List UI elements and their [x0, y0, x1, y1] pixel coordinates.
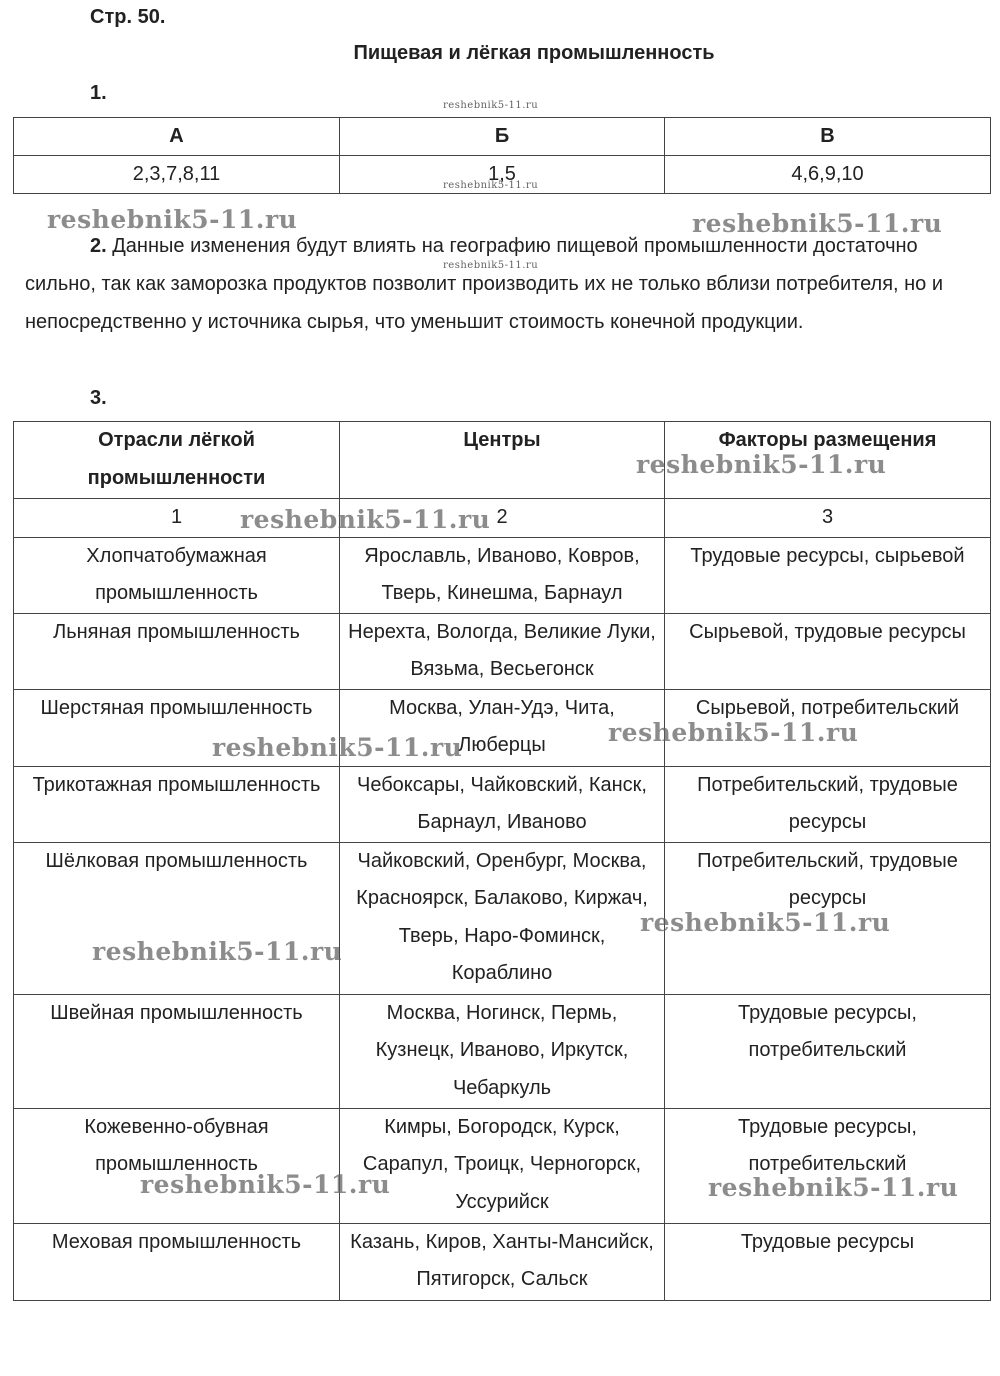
watermark: reshebnik5-11.ru — [608, 718, 859, 747]
factors-cell: Трудовые ресурсы — [665, 1223, 991, 1300]
watermark: reshebnik5-11.ru — [443, 100, 539, 111]
industry-cell: Шёлковая промышленность — [14, 842, 340, 994]
column-header: Б — [340, 118, 665, 156]
centers-cell: Кимры, Богородск, Курск, Сарапул, Троицк, Черногорск, Уссурийск — [340, 1108, 665, 1223]
centers-cell: Москва, Ногинск, Пермь, Кузнецк, Иваново, Иркутск, Чебаркуль — [340, 994, 665, 1108]
page-reference: Стр. 50. — [90, 6, 166, 28]
task-2-text: Данные изменения будут влиять на географию пищевой промышленности достаточно сильно, так как заморозка продуктов позволит производить их не только вблизи потребителя, но и непосредственно у источника сырья, что уменьшит стоимость конечной продукции. — [25, 235, 944, 333]
watermark: reshebnik5-11.ru — [47, 205, 298, 234]
column-header: Факторы размещения — [665, 422, 991, 499]
section-title: Пищевая и лёгкая промышленность — [353, 42, 715, 64]
task-3-table — [13, 421, 991, 1301]
table-cell: 4,6,9,10 — [665, 156, 991, 194]
industry-cell: Трикотажная промышленность — [14, 766, 340, 842]
column-header: Отрасли лёгкой промышленности — [14, 422, 340, 499]
watermark: reshebnik5-11.ru — [692, 209, 943, 238]
watermark: reshebnik5-11.ru — [212, 733, 463, 762]
factors-cell: Трудовые ресурсы, потребительский — [665, 994, 991, 1108]
centers-cell: Казань, Киров, Ханты-Мансийск, Пятигорск, Сальск — [340, 1223, 665, 1300]
task-1-number: 1. — [90, 82, 107, 104]
column-header: Центры — [340, 422, 665, 499]
column-number: 1 — [14, 499, 340, 538]
table-row — [14, 994, 991, 1108]
factors-cell: Трудовые ресурсы, сырьевой — [665, 537, 991, 613]
column-number: 3 — [665, 499, 991, 538]
table-header-row — [14, 118, 991, 156]
industry-cell: Льняная промышленность — [14, 613, 340, 689]
task-3-number: 3. — [90, 387, 107, 409]
centers-cell: Чайковский, Оренбург, Москва, Красноярск, Балаково, Киржач, Тверь, Наро-Фоминск, Кораблино — [340, 842, 665, 994]
watermark: reshebnik5-11.ru — [640, 908, 891, 937]
table-row — [14, 1108, 991, 1223]
centers-cell: Ярославль, Иваново, Ковров, Тверь, Кинешма, Барнаул — [340, 537, 665, 613]
industry-cell: Меховая промышленность — [14, 1223, 340, 1300]
watermark: reshebnik5-11.ru — [708, 1173, 959, 1202]
factors-cell: Сырьевой, трудовые ресурсы — [665, 613, 991, 689]
factors-cell: Потребительский, трудовые ресурсы — [665, 766, 991, 842]
column-header: В — [665, 118, 991, 156]
table-cell: 1,5 — [340, 156, 665, 194]
watermark: reshebnik5-11.ru — [636, 450, 887, 479]
industry-cell: Шерстяная промышленность — [14, 689, 340, 766]
watermark: reshebnik5-11.ru — [240, 505, 491, 534]
watermark: reshebnik5-11.ru — [443, 260, 539, 271]
watermark: reshebnik5-11.ru — [140, 1170, 391, 1199]
column-number: 2 — [340, 499, 665, 538]
watermark: reshebnik5-11.ru — [92, 937, 343, 966]
task-2-paragraph — [25, 227, 985, 341]
watermark: reshebnik5-11.ru — [443, 180, 539, 191]
table-row — [14, 537, 991, 613]
industry-cell: Хлопчатобумажная промышленность — [14, 537, 340, 613]
centers-cell: Москва, Улан-Удэ, Чита, Люберцы — [340, 689, 665, 766]
factors-cell: Потребительский, трудовые ресурсы — [665, 842, 991, 994]
table-row — [14, 1223, 991, 1300]
column-header: А — [14, 118, 340, 156]
table-row — [14, 766, 991, 842]
industry-cell: Кожевенно-обувная промышленность — [14, 1108, 340, 1223]
factors-cell: Сырьевой, потребительский — [665, 689, 991, 766]
table-row — [14, 613, 991, 689]
centers-cell: Чебоксары, Чайковский, Канск, Барнаул, Иваново — [340, 766, 665, 842]
task-2-number: 2. — [90, 235, 107, 257]
industry-cell: Швейная промышленность — [14, 994, 340, 1108]
table-cell: 2,3,7,8,11 — [14, 156, 340, 194]
column-number-row — [14, 499, 991, 538]
factors-cell: Трудовые ресурсы, потребительский — [665, 1108, 991, 1223]
centers-cell: Нерехта, Вологда, Великие Луки, Вязьма, Весьегонск — [340, 613, 665, 689]
